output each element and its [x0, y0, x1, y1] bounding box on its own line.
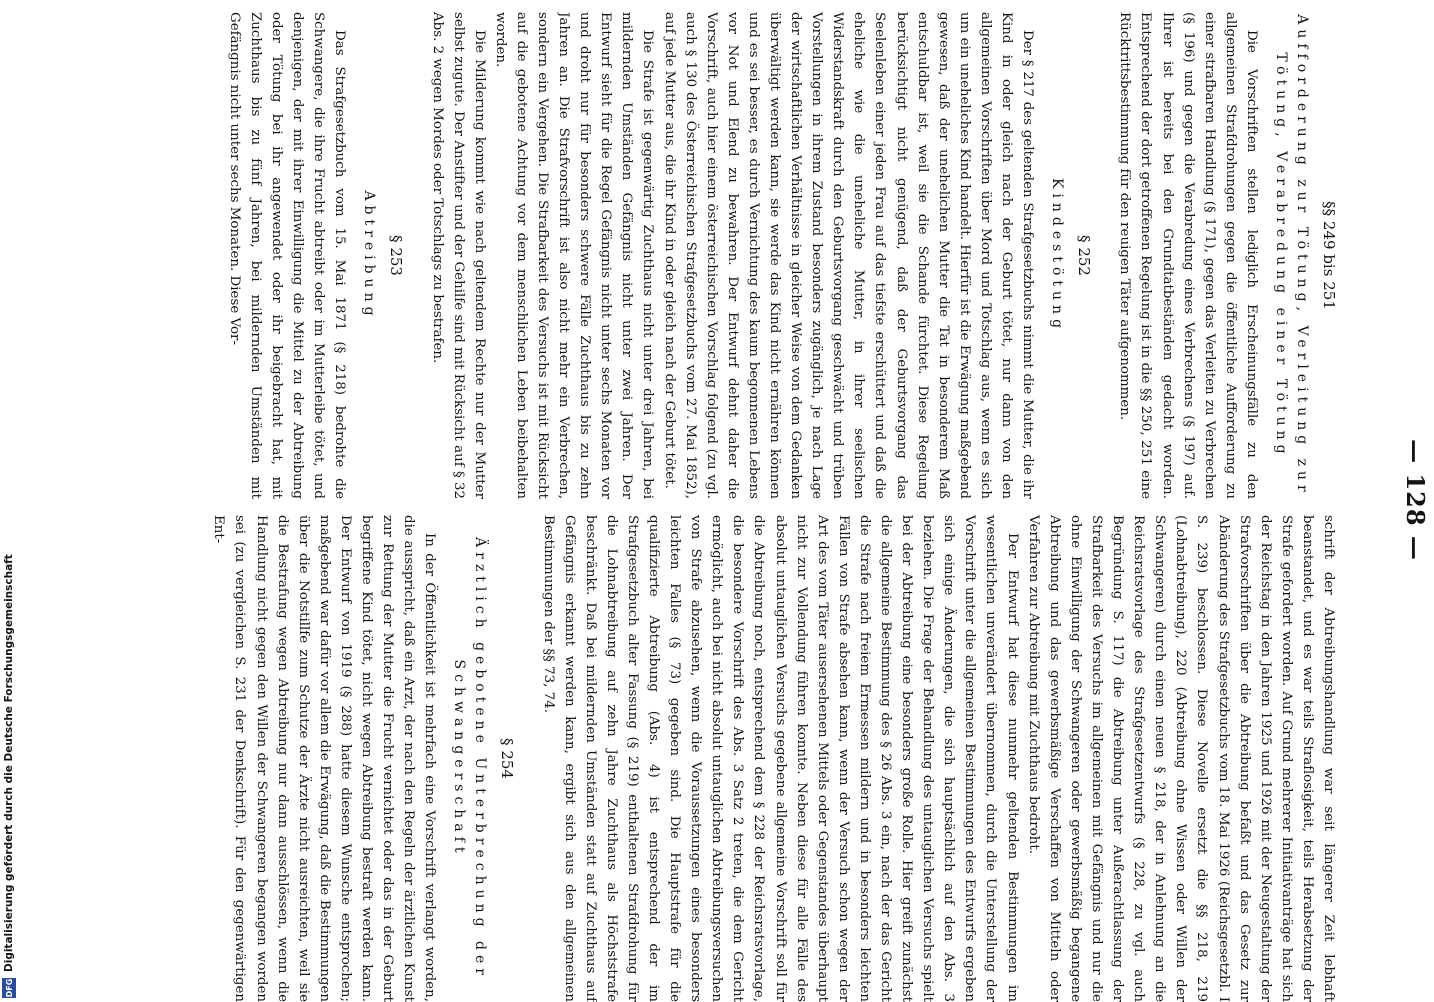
paragraph: schrift der Abtreibungshandlung war seit längerer Zeit lebhaft beanstandet, und es war teils Straflosigkeit, teils Herabsetzung der Strafe gefordert worden. Auf Grund mehrerer Initiativanträge hat sich der Reichstag in den Jahren 1925 und 1926 mit der Neugestaltung der Strafvorschriften über die Abtreibung befaßt und das Gesetz zur Abänderung des Strafgesetzbuchs vom 18. Mai 1926 (Reichsgesetzbl. I S. 239) beschlossen. Diese Novelle ersetzt die §§ 218, 219 (Lohnabtreibung), 220 (Abtreibung ohne Wissen oder Willen der Schwangeren) durch einen neuen § 218, der in Anlehnung an die Reichsratsvorlage des Strafgesetzentwurfs (§ 228, zu vgl. auch Begründung S. 117) die Abtreibung unter Außerachtlassung der Strafbarkeit des Versuchs im allgemeinen mit Gefängnis und nur die ohne Einwilligung der Schwangeren oder gewerbsmäßig begangene Abtreibung und das gewerbsmäßige Verschaffen von Mitteln oder Verfahren zur Abtreibung mit Zuchthaus bedroht.	[1025, 515, 1336, 1002]
section-number: § 253	[387, 235, 406, 276]
paragraph: Die Strafe ist gegenwärtig Zuchthaus nicht unter drei Jahren, bei mildernden Umständen Gefängnis nicht unter zwei Jahren. Der Entwurf sieht für die Regel Gefängnis nicht unter sechs Monaten vor und droht nur für besonders schwere Fälle Zuchthaus bis zu zehn Jahren an. Die Strafvorschrift ist also nicht mehr ein Verbrechen, sondern ein Vergehen. Die Strafbarkeit des Versuchs ist mit Rücksicht auf die gebotene Achtung vor dem menschlichen Leben beibehalten worden.	[492, 12, 656, 499]
right-column	[39, 515, 1339, 1002]
section-heading: Aufforderung zur Tötung, Verleitung zur Tötung, Verabredung einer Tötung	[1272, 14, 1310, 497]
footer-text: Digitalisierung gefördert durch die Deutsche Forschungsgemeinschaft	[3, 554, 15, 972]
paragraph: Das Strafgesetzbuch vom 15. Mai 1871 (§ 218) bedrohte die Schwangere, die ihre Frucht abtreibt oder im Mutterleibe tötet, und denjenigen, der mit ihrer Einwilligung die Mittel zu der Abtreibung oder Tötung bei ihr angewendet oder ihr beigebracht hat, mit Zuchthaus bis zu fünf Jahren, bei mildernden Umständen mit Gefängnis nicht unter sechs Monaten. Diese Vor-	[226, 12, 348, 499]
paragraph: Die Vorschriften stellen lediglich Erscheinungsfälle zu den allgemeinen Strafdrohungen gegen die öffentliche Aufforderung zu einer strafbaren Handlung (§ 171), gegen das Verleiten zu Verbrechen (§ 196) und gegen die Verabredung eines Verbrechens (§ 197) auf. Ihrer ist bereits bei den Grundtatbeständen gedacht worden. Entsprechend der dort getroffenen Regelung ist in die §§ 250, 251 eine Rücktrittsbestimmung für den reuigen Täter aufgenommen.	[1117, 12, 1259, 499]
section-number: §§ 249 bis 251	[1320, 201, 1338, 310]
section-number: § 254	[498, 738, 517, 779]
page-number: — 128 —	[1401, 439, 1430, 561]
paragraph: Der § 217 des geltenden Strafgesetzbuchs nimmt die Mutter, die ihr Kind in oder gleich nach der Geburt tötet, nur dann von den allgemeinen Vorschriften über Mord und Totschlag aus, wenn es sich um ein uneheliches Kind handelt. Hierfür ist die Erwägung maßgebend gewesen, daß der unehelichen Mutter die Tat in besonderem Maß entschuldbar ist, weil sie die Schande fürchtet. Diese Regelung berücksichtigt nicht genügend, daß der Geburtsvorgang das Seelenleben einer jeden Frau auf das tiefste erschüttert und daß die eheliche wie die uneheliche Mutter, in ihrer seelischen Widerstandskraft durch den Geburtsvorgang geschwächt und trüben Vorstellungen in ihrem Zustand besonders zugänglich, je nach Lage der wirtschaftlichen Verhältnisse in gleicher Weise von dem Gedanken überwältigt werden kann, sie werde das Kind nicht ernähren können und es sei besser, es durch Vernichtung des kaum begonnenen Lebens vor Not und Elend zu bewahren. Der Entwurf dehnt daher die Vorschrift, auch hier einem österreichischen Vorschlag folgend (zu vgl. auch § 130 des Österreichischen Strafgesetzbuchs vom 27. Mai 1852), auf jede Mutter aus, die ihr Kind in oder gleich nach der Geburt tötet.	[661, 12, 1036, 499]
section-heading: Abtreibung	[361, 190, 378, 321]
dfg-logo: DFG	[2, 978, 16, 998]
paragraph: Der Entwurf hat diese nunmehr geltenden Bestimmungen im wesentlichen unverändert übernommen, durch die Unterstellung der Vorschrift unter die allgemeinen Bestimmungen des Entwurfs ergeben sich einige Änderungen, die sich hauptsächlich auf den Abs. 3 beziehen. Die Frage der Behandlung des untauglichen Versuchs spielt bei der Abtreibung eine besonders große Rolle. Hier greift zunächst die allgemeine Bestimmung des § 26 Abs. 3 ein, nach der das Gericht die Strafe nach freiem Ermessen mildern und in besonders leichten Fällen von Strafe absehen kann, wenn der Versuch schon wegen der Art des vom Täter ausersehenen Mittels oder Gegenstandes überhaupt nicht zur Vollendung führen konnte. Neben diese für alle Fälle des absolut untauglichen Versuchs gegebene allgemeine Vorschrift soll für die Abtreibung noch, entsprechend dem § 228 der Reichsratsvorlage, die besondere Vorschrift des Abs. 3 Satz 2 treten, die dem Gericht ermöglicht, auch bei nicht absolut untauglichen Abtreibungsversuchen von Strafe abzusehen, wenn die Voraussetzungen eines besonders leichten Falles (§ 73) gegeben sind. Die Hauptstrafe für die qualifizierte Abtreibung (Abs. 4) ist entsprechend der im Strafgesetzbuch alter Fassung (§ 219) enthaltenen Strafdrohung für die Lohnabtreibung auf zehn Jahre Zuchthaus als Höchststrafe beschränkt. Daß bei mildernden Umständen statt auf Zuchthaus auf Gefängnis erkannt werden kann, ergibt sich aus den allgemeinen Bestimmungen der §§ 73, 74.	[540, 515, 1020, 1002]
digitization-footer	[0, 0, 20, 1000]
section-heading: Kindestötung	[1049, 177, 1066, 334]
section-number: § 252	[1075, 235, 1094, 276]
paragraph: In der Öffentlichkeit ist mehrfach eine Vorschrift verlangt worden, die ausspricht, daß ein Arzt, der nach den Regeln der ärztlichen Kunst zur Rettung der Mutter die Frucht vernichtet oder das in der Geburt begriffene Kind tötet, nicht wegen Abtreibung bestraft werden kann. Der Entwurf von 1919 (§ 288) hatte diesem Wunsche entsprochen; maßgebend war dafür vor allem die Erwägung, daß die Bestimmungen über die Notstillfe zum Schutze der Ärzte nicht ausreichten, weil sie die Bestrafung wegen Abtreibung nur dann ausschlössen, wenn die Handlung nicht gegen den Willen der Schwangeren begangen worden sei (zu vergleichen S. 231 der Denkschrift). Für den gegenwärtigen Ent-	[211, 515, 438, 1002]
paragraph: Die Milderung kommt wie nach geltendem Rechte nur der Mutter selbst zugute. Der Anstifter und der Gehilfe sind mit Rücksicht auf § 32 Abs. 2 wegen Mordes oder Totschlags zu bestrafen.	[429, 12, 487, 499]
section-heading: Ärztlich gebotene Unterbrechung der Schwangerschaft	[451, 537, 489, 980]
left-column	[39, 12, 1339, 499]
